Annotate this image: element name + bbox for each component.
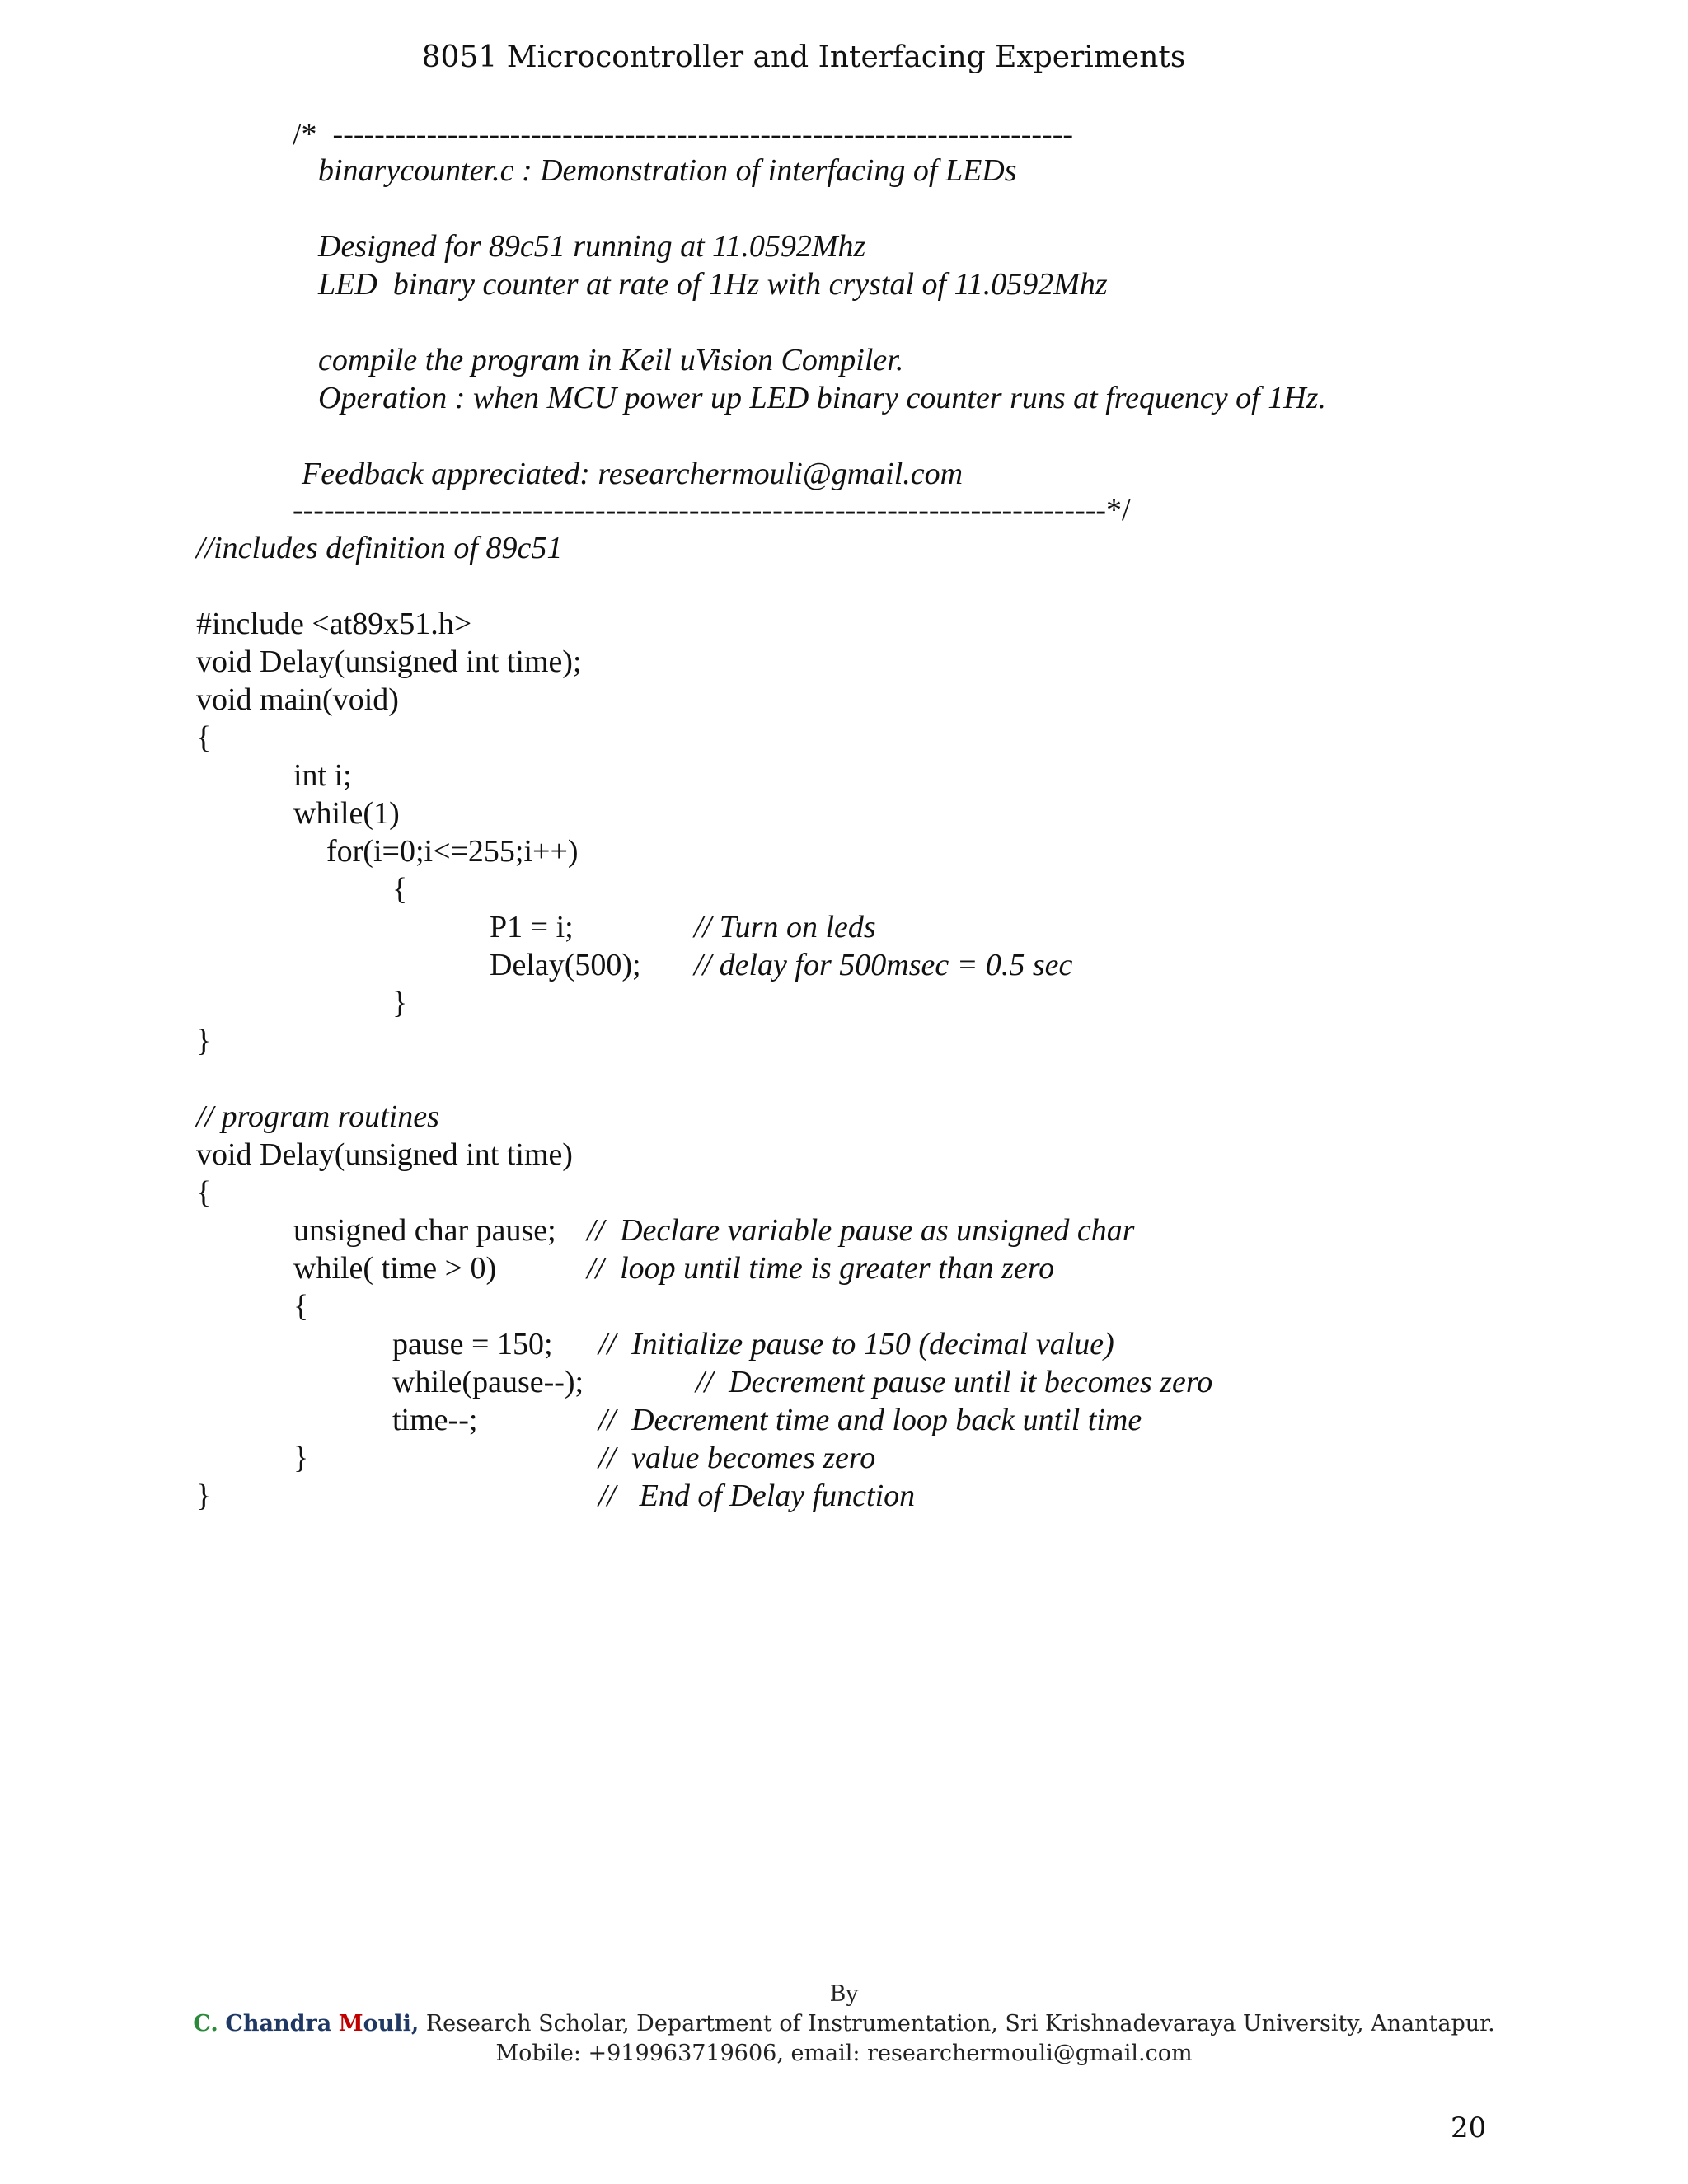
footer-contact: Mobile: +919963719606, email: researchermouli@gmail.com [495,2041,1193,2066]
author-last-letter: M [338,2011,363,2036]
comment-line-feedback: Feedback appreciated: researchermouli@gmail.com [302,457,964,491]
code-comment: // Initialize pause to 150 (decimal value) [598,1327,1114,1361]
code-include: #include <at89x51.h> [196,607,472,641]
author-last-rest: ouli, [363,2011,420,2036]
code-brace: } [392,986,408,1020]
code-delay-signature: void Delay(unsigned int time) [196,1137,573,1172]
comment-close: ------------------------------------------------------------------------------*/ [293,493,1131,527]
code-prototype: void Delay(unsigned int time); [196,644,582,679]
code-pause-decl: unsigned char pause; [293,1213,556,1248]
code-comment: // Decrement pause until it becomes zero [696,1365,1213,1399]
code-for-loop: for(i=0;i<=255;i++) [326,834,579,869]
author-first-letter: C [225,2011,243,2036]
code-brace: } [196,1479,212,1513]
author-initial: C. [193,2011,218,2036]
code-comment: // Declare variable pause as unsigned char [587,1213,1135,1248]
comment-includes: //includes definition of 89c51 [196,531,563,565]
comment-line-design: Designed for 89c51 running at 11.0592Mhz [318,229,866,264]
code-comment: // value becomes zero [598,1441,876,1475]
comment-line-led: LED binary counter at rate of 1Hz with crystal of 11.0592Mhz [318,267,1108,302]
comment-routines: // program routines [196,1099,439,1134]
code-comment: // Decrement time and loop back until time [598,1403,1142,1437]
code-while-time: while( time > 0) [293,1251,497,1286]
author-affiliation: Research Scholar, Department of Instrumentation, Sri Krishnadevaraya University, Anantapur. [425,2011,1495,2036]
code-brace: { [293,1289,309,1324]
code-comment: // End of Delay function [598,1479,916,1513]
code-p1-assign: P1 = i; [490,910,574,944]
code-time-decrement: time--; [392,1403,478,1437]
footer-author-line [0,2009,1688,2039]
code-brace: } [293,1441,309,1475]
author-first-rest: handra [242,2011,332,2036]
code-brace: } [196,1024,212,1058]
code-pause-init: pause = 150; [392,1327,553,1361]
code-comment: // loop until time is greater than zero [587,1251,1055,1286]
comment-line-operation: Operation : when MCU power up LED binary counter runs at frequency of 1Hz. [318,381,1326,415]
code-comment: // delay for 500msec = 0.5 sec [694,948,1073,982]
code-while-1: while(1) [293,796,400,831]
code-delay-call: Delay(500); [490,948,641,982]
code-int-i: int i; [293,758,352,793]
page-header-title: 8051 Microcontroller and Interfacing Experiments [421,40,1186,74]
code-while-pause: while(pause--); [392,1365,584,1399]
page-number: 20 [1451,2111,1487,2144]
comment-open: /* ----------------------------------------------------------------------- [293,117,1074,152]
code-main-signature: void main(void) [196,682,399,717]
footer-by: By [829,1981,859,2007]
comment-line-filename: binarycounter.c : Demonstration of interfacing of LEDs [318,153,1017,188]
code-brace: { [196,720,212,755]
comment-line-compile: compile the program in Keil uVision Compiler. [318,343,904,377]
code-brace: { [196,1175,212,1210]
code-comment: // Turn on leds [694,910,876,944]
code-brace: { [392,872,408,907]
